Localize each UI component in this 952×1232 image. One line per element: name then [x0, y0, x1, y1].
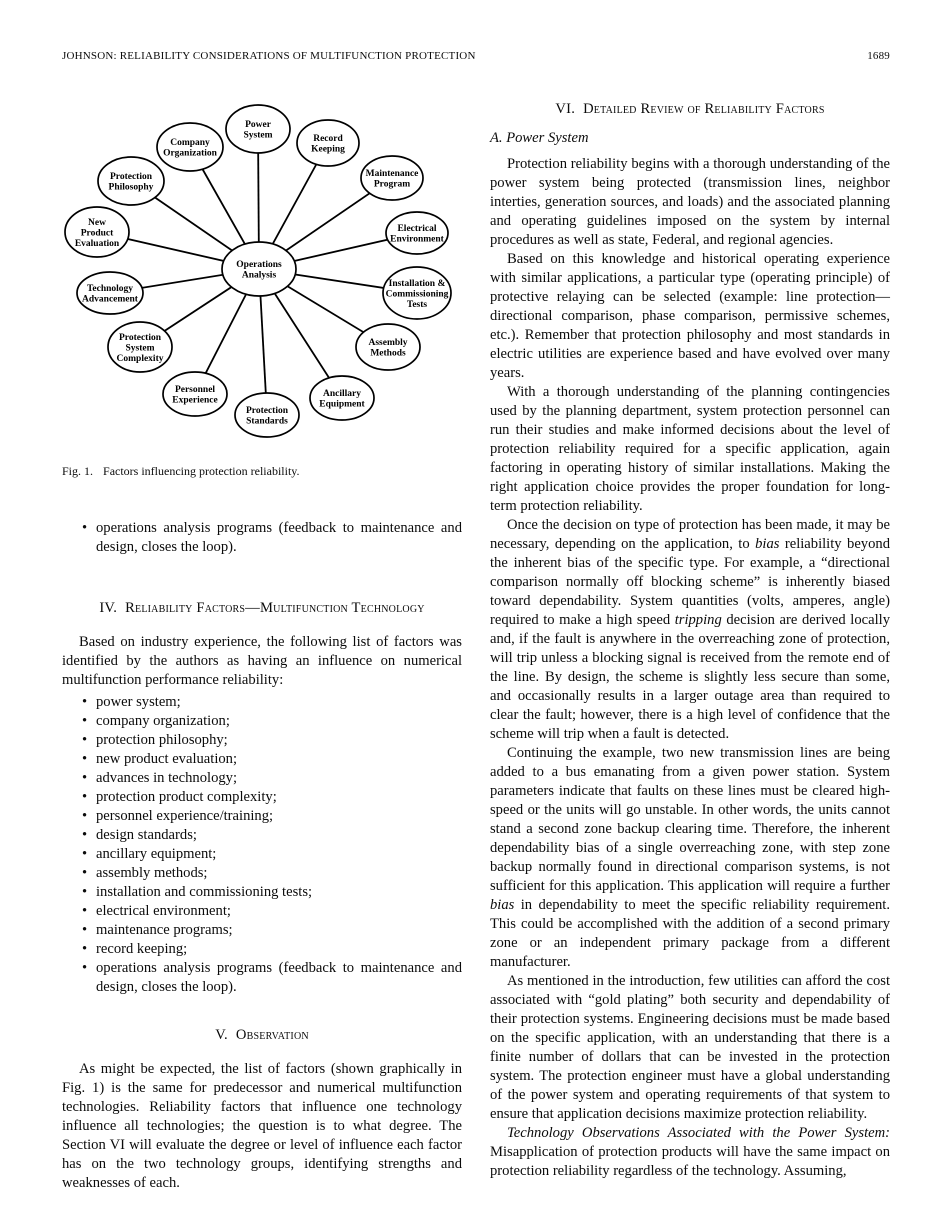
- diagram-node-company-organization: [157, 123, 223, 171]
- factor-item: [62, 712, 462, 731]
- svg-text:AncillaryEquipment: Ancillary Equipment: [319, 389, 365, 410]
- section-iv-intro: Based on industry experience, the following list of factors was identified by the authors as having an influence on numerical multifunction performance reliability:: [62, 634, 462, 688]
- figure-diagram: [62, 100, 462, 450]
- diagram-node-maintenance-program: [361, 156, 423, 200]
- factor-item-text: electrical environment;: [96, 903, 231, 919]
- factor-item: [62, 731, 462, 750]
- section-number: IV.: [99, 600, 118, 616]
- diagram-node-power-system: [226, 105, 290, 153]
- factor-item: [62, 826, 462, 845]
- diagram-node-protection-philosophy: [98, 157, 164, 205]
- section-number: VI.: [555, 101, 576, 117]
- diagram-node-new-product-evaluation: [65, 207, 129, 257]
- svg-text:NewProductEvaluation: New Product Evaluation: [74, 217, 120, 249]
- post-figure-bullet-text: operations analysis programs (feedback to maintenance and design, closes the loop).: [96, 520, 462, 555]
- svg-text:ProtectionSystemComplexity: Protection System Complexity: [116, 332, 164, 364]
- factor-item: [62, 769, 462, 788]
- svg-text:MaintenanceProgram: Maintenance Program: [365, 169, 419, 190]
- diagram-node-electrical-environment: [386, 212, 448, 254]
- factor-item-text: installation and commissioning tests;: [96, 884, 313, 900]
- bullet-icon: •: [82, 732, 88, 748]
- section-title: Observation: [235, 1027, 309, 1043]
- factor-item: [62, 864, 462, 883]
- left-column: [62, 98, 462, 1193]
- bullet-icon: •: [82, 751, 88, 767]
- factor-item-text: operations analysis programs (feedback to maintenance and design, closes the loop).: [96, 960, 462, 995]
- bullet-icon: •: [82, 922, 88, 938]
- svg-text:CompanyOrganization: Company Organization: [163, 138, 217, 159]
- page-number: 1689: [867, 50, 890, 62]
- factor-item-text: new product evaluation;: [96, 751, 238, 767]
- factor-item-text: company organization;: [96, 713, 230, 729]
- factor-item-text: power system;: [96, 694, 181, 710]
- paragraph: With a thorough understanding of the planning contingencies used by the planning department, system protection personnel can run their studies and make informed decisions about the level of protection reliability required for a specific application, again factoring in operating history of similar installations. Making the right application choice provides the proper foundation for long-term protection reliability.: [490, 384, 890, 514]
- factor-item: [62, 921, 462, 940]
- bullet-icon: •: [82, 903, 88, 919]
- factor-item-text: maintenance programs;: [96, 922, 233, 938]
- factor-item-text: advances in technology;: [96, 770, 238, 786]
- factor-item: [62, 845, 462, 864]
- factor-item: [62, 750, 462, 769]
- bullet-icon: •: [82, 789, 88, 805]
- figure-caption-label: Fig. 1.: [62, 464, 94, 478]
- bullet-icon: •: [82, 808, 88, 824]
- bullet-icon: •: [82, 865, 88, 881]
- factor-item: [62, 902, 462, 921]
- factor-item-text: assembly methods;: [96, 865, 208, 881]
- figure-caption-text: Factors influencing protection reliability.: [103, 464, 300, 478]
- running-header: [0, 0, 952, 62]
- paragraph: Based on this knowledge and historical operating experience with similar applications, a particular type (operating principle) of protective relaying can be selected (example: line protection—directional comparison, phase comparison, permissive schemes, etc.). Remember that protection philosophy and most standards in electric utilities are experience based and have evolved over many years.: [490, 251, 890, 381]
- figure-1: [62, 100, 462, 479]
- bullet-icon: •: [82, 884, 88, 900]
- factor-item-text: protection product complexity;: [96, 789, 277, 805]
- svg-text:ProtectionStandards: Protection Standards: [245, 406, 289, 427]
- diagram-node-record-keeping: [297, 120, 359, 166]
- section-v-body: As might be expected, the list of factors (shown graphically in Fig. 1) is the same for predecessor and numerical multifunction technologies. Reliability factors that influence one technology influence all technologies; the question is to what degree. The Section VI will evaluate the degree or level of influence each factor has on the two technology groups, identifying strengths and weaknesses of each.: [62, 1061, 462, 1191]
- factor-item: [62, 807, 462, 826]
- bullet-icon: •: [82, 960, 88, 976]
- svg-text:ProtectionPhilosophy: Protection Philosophy: [108, 172, 154, 193]
- factor-item-text: ancillary equipment;: [96, 846, 217, 862]
- bullet-icon: •: [82, 520, 88, 536]
- factor-item: [62, 959, 462, 997]
- svg-text:AssemblyMethods: Assembly Methods: [368, 338, 408, 359]
- paragraph: Protection reliability begins with a thorough understanding of the power system being protected (transmission lines, neighbor interties, generation sources, and loads) and the associated planning and operating guidelines imposed on the system by internal procedures as well as state, Federal, and regional agencies.: [490, 156, 890, 248]
- figure-caption: [62, 464, 462, 479]
- section-title: Reliability Factors—Multifunction Technology: [125, 600, 425, 616]
- factor-item-text: design standards;: [96, 827, 197, 843]
- section-title: Detailed Review of Reliability Factors: [583, 101, 825, 117]
- svg-text:TechnologyAdvancement: Technology Advancement: [82, 284, 138, 305]
- section-heading-vi: [490, 100, 890, 119]
- section-number: V.: [215, 1027, 228, 1043]
- diagram-node-installation-commissioning-tests: [383, 267, 451, 319]
- bullet-icon: •: [82, 846, 88, 862]
- bullet-icon: •: [82, 770, 88, 786]
- svg-text:ElectricalEnvironment: Electrical Environment: [390, 224, 444, 245]
- diagram-node-protection-system-complexity: [108, 322, 172, 372]
- subsection-a-power-system: A. Power System: [490, 130, 589, 146]
- factor-item: [62, 883, 462, 902]
- page-body: [0, 98, 952, 1193]
- bullet-icon: •: [82, 694, 88, 710]
- paragraph: Once the decision on type of protection has been made, it may be necessary, depending on the application, to bias reliability beyond the inherent bias of the specific type. For example, a “directional comparison normally off blocking scheme” is inherently biased toward dependability. System quantities (volts, amperes, angle) required to make a high speed tripping decision are derived locally and, if the fault is anywhere in the overreaching zone of protection, will trip unless a blocking signal is received from the remote end of the line. By design, the scheme is slightly less secure than some, and occasionally results in a larger outage area than required to clear the fault; however, there is a high level of confidence that the scheme will trip when a fault is detected.: [490, 517, 890, 742]
- paragraph: Technology Observations Associated with the Power System: Misapplication of protection products will have the same impact on protection reliability regardless of the technology. Assuming,: [490, 1125, 890, 1179]
- factor-item-text: personnel experience/training;: [96, 808, 274, 824]
- header-title: JOHNSON: RELIABILITY CONSIDERATIONS OF MULTIFUNCTION PROTECTION: [62, 50, 476, 62]
- bullet-icon: •: [82, 941, 88, 957]
- diagram-node-technology-advancement: [77, 272, 143, 314]
- svg-text:RecordKeeping: Record Keeping: [311, 134, 345, 155]
- svg-text:Installation &CommissioningTes: Installation & Commissioning Tests: [385, 278, 449, 310]
- factor-item-text: protection philosophy;: [96, 732, 228, 748]
- diagram-node-personnel-experience: [163, 372, 227, 416]
- factor-list: [62, 693, 462, 997]
- section-heading-v: [62, 1026, 462, 1045]
- diagram-node-operations-analysis: [222, 242, 296, 296]
- factor-item: [62, 693, 462, 712]
- factor-item: [62, 940, 462, 959]
- diagram-node-assembly-methods: [356, 324, 420, 370]
- svg-text:PowerSystem: Power System: [243, 120, 273, 141]
- diagram-node-ancillary-equipment: [310, 376, 374, 420]
- paragraph: Continuing the example, two new transmission lines are being added to a bus emanating from a given power station. System parameters indicate that faults on these lines must be cleared high-speed or the units will go unstable. In other words, the units cannot stand a second zone backup clearing time. Therefore, the inherent dependability bias of a single overreaching zone, with step zone backup normally found in directional comparison systems, is not sufficient for this application. This application will require a further bias in dependability to meet the specific reliability requirement. This could be accomplished with the addition of a second primary zone or an independent primary package from a different manufacturer.: [490, 745, 890, 970]
- factor-item-text: record keeping;: [96, 941, 188, 957]
- diagram-node-protection-standards: [235, 393, 299, 437]
- post-figure-bullet: [62, 519, 462, 557]
- section-heading-iv: [62, 599, 462, 618]
- paragraph: As mentioned in the introduction, few utilities can afford the cost associated with “gold plating” both security and dependability of their protection systems. Engineering decisions must be made based on the specific application, with an understanding that there is a finite number of dollars that can be invested in the protection system. The protection engineer must have a global understanding of the power system and operating requirements of that system to ensure that application decisions maximize protection reliability.: [490, 973, 890, 1122]
- bullet-icon: •: [82, 713, 88, 729]
- right-column: [490, 98, 890, 1193]
- factor-item: [62, 788, 462, 807]
- svg-text:PersonnelExperience: Personnel Experience: [172, 385, 218, 406]
- svg-text:OperationsAnalysis: Operations Analysis: [236, 260, 282, 281]
- bullet-icon: •: [82, 827, 88, 843]
